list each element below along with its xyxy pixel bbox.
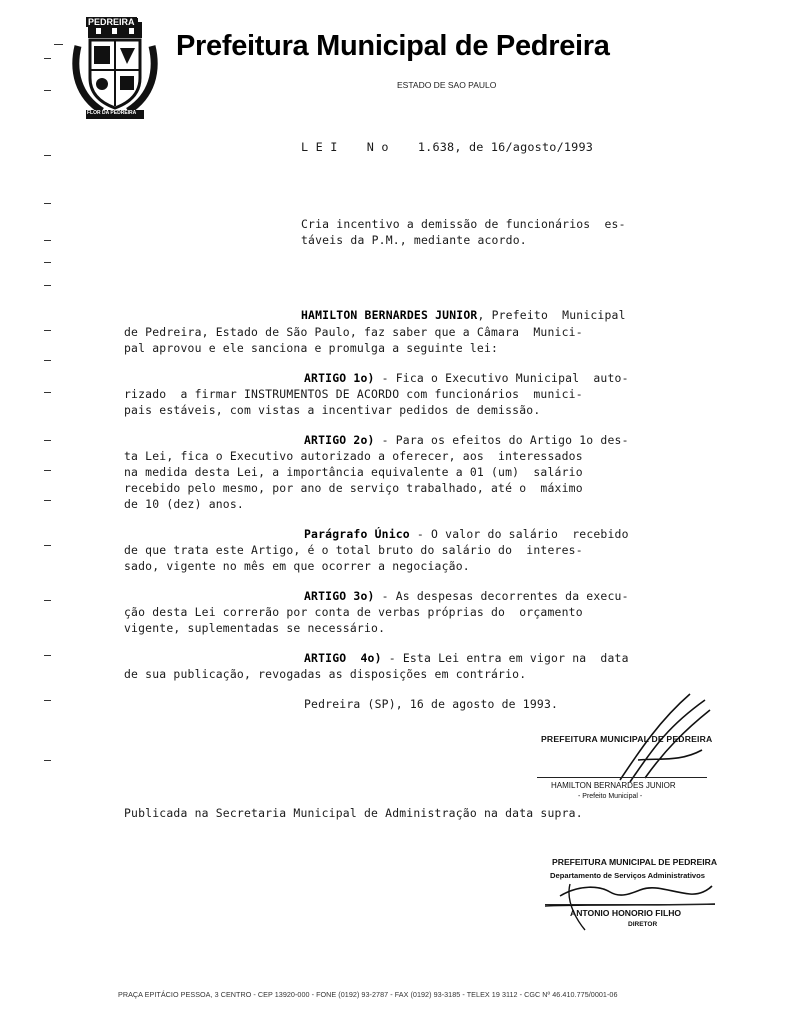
mayor-name: HAMILTON BERNARDES JUNIOR	[301, 308, 478, 322]
article-1-label: ARTIGO 1o)	[304, 371, 375, 385]
director-title: DIRETOR	[628, 921, 658, 928]
paragraph-unico-label: Parágrafo Único	[304, 527, 410, 541]
article-2-label: ARTIGO 2o)	[304, 433, 375, 447]
page-title: Prefeitura Municipal de Pedreira	[176, 30, 610, 62]
article-3-line-3: vigente, suplementadas se necessário.	[124, 621, 386, 635]
article-3-label: ARTIGO 3o)	[304, 589, 375, 603]
publication-note: Publicada na Secretaria Municipal de Administração na data supra.	[124, 806, 583, 820]
director-stamp: PREFEITURA MUNICIPAL DE PEDREIRA	[552, 857, 718, 867]
article-2: ARTIGO 2o) - Para os efeitos do Artigo 1o des-	[304, 433, 629, 447]
crest-icon	[72, 16, 158, 120]
intro-line-2: de Pedreira, Estado de São Paulo, faz saber que a Câmara Munici-	[124, 325, 583, 339]
mayor-title: - Prefeito Municipal -	[578, 793, 643, 800]
mayor-name-printed: HAMILTON BERNARDES JUNIOR	[551, 781, 676, 790]
article-2-line-3: na medida desta Lei, a importância equivalente a 01 (um) salário	[124, 465, 583, 479]
paragraph-unico-line-2: de que trata este Artigo, é o total bruto do salário do interes-	[124, 543, 583, 557]
article-2-line-2: ta Lei, fica o Executivo autorizado a oferecer, aos interessados	[124, 449, 583, 463]
paragraph-unico-line-3: sado, vigente no mês em que ocorrer a negociação.	[124, 559, 470, 573]
article-1-line-3: pais estáveis, com vistas a incentivar pedidos de demissão.	[124, 403, 541, 417]
article-3: ARTIGO 3o) - As despesas decorrentes da execu-	[304, 589, 629, 603]
law-summary-line-1: Cria incentivo a demissão de funcionários es-	[301, 217, 626, 231]
article-2-line-4: recebido pelo mesmo, por ano de serviço trabalhado, até o máximo	[124, 481, 583, 495]
mayor-stamp: PREFEITURA MUNICIPAL DE PEDREIRA	[541, 734, 713, 744]
article-4: ARTIGO 4o) - Esta Lei entra em vigor na data	[304, 651, 629, 665]
director-name: ANTONIO HONORIO FILHO	[570, 908, 682, 918]
paragraph-unico: Parágrafo Único - O valor do salário recebido	[304, 527, 629, 541]
law-heading: L E I N o 1.638, de 16/agosto/1993	[301, 140, 594, 154]
municipal-crest	[72, 16, 158, 120]
mayor-signature-line	[537, 777, 707, 778]
intro-paragraph: HAMILTON BERNARDES JUNIOR, Prefeito Municipal	[301, 308, 626, 322]
state-subtitle: ESTADO DE SAO PAULO	[397, 80, 497, 90]
article-4-label: ARTIGO 4o)	[304, 651, 382, 665]
crest-label-top: PEDREIRA	[88, 17, 135, 27]
footer-address: PRAÇA EPITÁCIO PESSOA, 3 CENTRO - CEP 13920-000 - FONE (0192) 93-2787 - FAX (0192) 93-3185 - TELEX 19 3112 - CGC Nº 46.410.775/0001-06	[118, 990, 618, 999]
article-4-line-2: de sua publicação, revogadas as disposições em contrário.	[124, 667, 527, 681]
article-2-line-5: de 10 (dez) anos.	[124, 497, 244, 511]
director-signature-line	[545, 904, 715, 905]
director-department: Departamento de Serviços Administrativos	[550, 871, 706, 880]
place-date: Pedreira (SP), 16 de agosto de 1993.	[304, 697, 559, 711]
article-3-line-2: ção desta Lei correrão por conta de verbas próprias do orçamento	[124, 605, 583, 619]
crest-label-bottom: FLOR DA PEDREIRA	[87, 110, 137, 116]
article-1-line-2: rizado a firmar INSTRUMENTOS DE ACORDO com funcionários munici-	[124, 387, 583, 401]
intro-line-3: pal aprovou e ele sanciona e promulga a seguinte lei:	[124, 341, 499, 355]
article-1: ARTIGO 1o) - Fica o Executivo Municipal auto-	[304, 371, 629, 385]
law-summary-line-2: táveis da P.M., mediante acordo.	[301, 233, 527, 247]
